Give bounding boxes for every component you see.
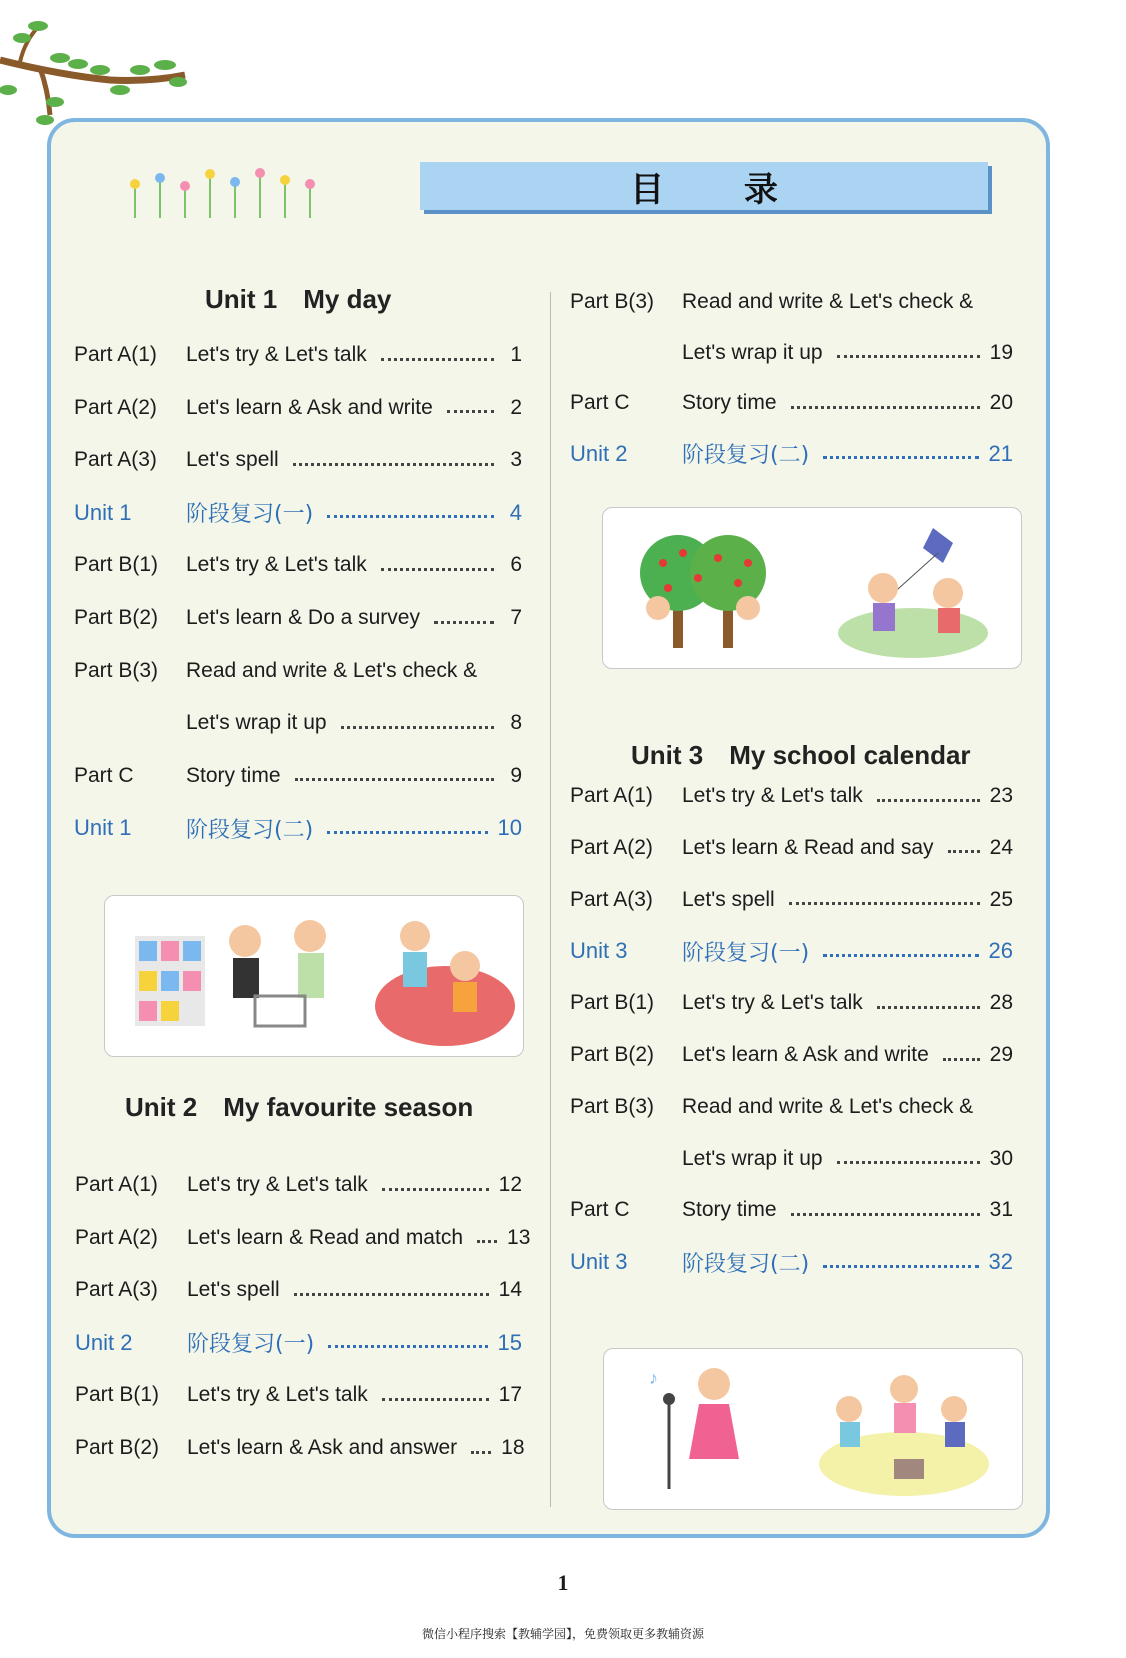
unit3-heading-title: My school calendar: [729, 740, 971, 770]
unit2-heading-title: My favourite season: [223, 1092, 474, 1122]
contents-title-bar: [420, 162, 988, 210]
toc-part-label: Part A(3): [75, 1278, 158, 1302]
toc-row: [570, 986, 1013, 1020]
toc-part-label: Part C: [570, 391, 630, 414]
toc-entry-title: 阶段复习(二): [682, 443, 810, 468]
toc-row: [570, 285, 1013, 319]
toc-page-number: 8: [510, 711, 522, 735]
unit2-heading-unit: Unit 2: [125, 1092, 198, 1122]
toc-row: [570, 1142, 1013, 1176]
toc-entry-title: 阶段复习(二): [682, 1251, 810, 1277]
toc-leader-dots: [789, 902, 980, 905]
toc-page-number: 13: [507, 1225, 531, 1249]
toc-leader-dots: [823, 1265, 978, 1268]
unit1-heading: [205, 284, 391, 315]
toc-page-number: 25: [989, 887, 1013, 911]
footer-note: 微信小程序搜索【教辅学园】，免费领取更多教辅资源: [421, 1627, 704, 1641]
illustration-singing-picnic: [603, 1348, 1023, 1510]
toc-row: [570, 1090, 1013, 1124]
toc-entry-title: Story time: [682, 1198, 777, 1222]
toc-entry-title: Read and write & Let's check &: [186, 658, 478, 682]
toc-row: [75, 1273, 522, 1307]
toc-row: [570, 1038, 1013, 1072]
toc-entry-title: Let's learn & Read and match: [187, 1225, 464, 1249]
toc-row: [75, 1378, 522, 1412]
toc-part-label: Unit 3: [570, 938, 628, 964]
toc-leader-dots: [328, 1345, 487, 1348]
toc-entry-title: Let's spell: [186, 448, 279, 472]
toc-review-row: [570, 437, 1013, 471]
toc-leader-dots: [877, 1006, 980, 1009]
toc-entry-title: Let's learn & Read and say: [682, 835, 934, 859]
toc-page-number: 20: [989, 391, 1013, 414]
illustration-apple-trees-kite: [602, 507, 1022, 669]
toc-part-label: Unit 2: [570, 440, 628, 466]
toc-part-label: Unit 1: [74, 499, 132, 525]
toc-row: [74, 338, 522, 372]
toc-leader-dots: [823, 954, 978, 957]
toc-entry-title: Let's wrap it up: [186, 711, 327, 735]
toc-row: [570, 336, 1013, 370]
contents-title: 目 录: [630, 169, 812, 210]
toc-entry-title: Let's try & Let's talk: [186, 343, 367, 366]
toc-part-label: Part A(2): [75, 1225, 158, 1249]
toc-part-label: Part A(3): [74, 448, 157, 472]
toc-part-label: Part C: [74, 763, 134, 787]
toc-entry-title: Let's try & Let's talk: [682, 784, 863, 807]
toc-page-number: 17: [498, 1383, 522, 1407]
toc-page-number: 3: [510, 448, 522, 472]
toc-review-row: [75, 1326, 522, 1360]
toc-part-label: Part C: [570, 1198, 630, 1222]
column-divider: [550, 292, 551, 1507]
toc-leader-dots: [877, 799, 980, 802]
toc-review-row: [74, 811, 522, 845]
toc-entry-title: Let's try & Let's talk: [187, 1383, 368, 1407]
toc-entry-title: 阶段复习(一): [186, 502, 314, 528]
toc-entry-title: Let's wrap it up: [682, 340, 823, 364]
toc-leader-dots: [382, 1398, 489, 1401]
toc-entry-title: Let's spell: [682, 887, 775, 911]
toc-row: [74, 391, 522, 425]
toc-part-label: Part B(3): [74, 658, 159, 682]
toc-leader-dots: [823, 456, 978, 459]
toc-page-number: 28: [989, 991, 1013, 1015]
toc-page-number: 21: [988, 440, 1013, 466]
toc-page-number: 26: [988, 938, 1013, 964]
toc-row: [570, 779, 1013, 813]
toc-review-row: [74, 496, 522, 530]
toc-row: [74, 759, 522, 793]
toc-row: [570, 386, 1013, 420]
toc-leader-dots: [948, 850, 980, 853]
toc-page-number: 29: [989, 1043, 1013, 1066]
toc-leader-dots: [293, 463, 494, 466]
toc-leader-dots: [943, 1058, 980, 1061]
toc-row: [74, 443, 522, 477]
tree-branch-decoration: [0, 20, 190, 130]
toc-part-label: Part B(3): [570, 290, 655, 313]
toc-entry-title: Let's spell: [187, 1278, 280, 1302]
toc-page-number: 4: [509, 499, 522, 525]
toc-page-number: 7: [510, 606, 522, 629]
toc-entry-title: Let's try & Let's talk: [187, 1173, 368, 1196]
toc-leader-dots: [341, 726, 494, 729]
unit1-heading-unit: Unit 1: [205, 284, 278, 314]
toc-leader-dots: [837, 1161, 980, 1164]
toc-review-row: [570, 934, 1013, 968]
toc-row: [74, 654, 522, 688]
flowers-decoration: [125, 168, 330, 223]
toc-part-label: Unit 3: [570, 1249, 628, 1275]
toc-leader-dots: [327, 515, 494, 518]
toc-part-label: Part B(1): [75, 1383, 160, 1407]
toc-entry-title: 阶段复习(一): [682, 940, 810, 966]
toc-entry-title: Let's learn & Ask and write: [682, 1043, 929, 1066]
toc-leader-dots: [791, 1213, 980, 1216]
toc-page-number: 12: [498, 1173, 522, 1196]
toc-part-label: Part A(1): [570, 784, 653, 807]
toc-leader-dots: [382, 1188, 489, 1191]
toc-leader-dots: [294, 1293, 489, 1296]
toc-entry-title: 阶段复习(二): [186, 817, 314, 843]
toc-leader-dots: [837, 355, 980, 358]
toc-page-number: 24: [989, 835, 1013, 859]
toc-part-label: Part B(1): [570, 991, 655, 1015]
toc-part-label: Part B(2): [74, 606, 159, 629]
toc-row: [75, 1431, 525, 1465]
toc-part-label: Part B(3): [570, 1094, 655, 1118]
toc-page-number: 31: [989, 1198, 1013, 1222]
toc-review-row: [570, 1245, 1013, 1279]
toc-page-number: 19: [989, 340, 1013, 364]
toc-entry-title: Let's try & Let's talk: [682, 991, 863, 1015]
toc-part-label: Part A(1): [74, 343, 157, 366]
unit1-heading-title: My day: [303, 284, 392, 314]
toc-leader-dots: [477, 1240, 497, 1243]
toc-part-label: Part A(2): [570, 835, 653, 859]
toc-entry-title: Let's learn & Ask and answer: [187, 1436, 458, 1459]
toc-entry-title: Let's try & Let's talk: [186, 553, 367, 577]
unit3-heading: [631, 740, 971, 771]
toc-leader-dots: [471, 1451, 491, 1454]
toc-entry-title: Let's learn & Do a survey: [186, 606, 420, 629]
toc-leader-dots: [791, 406, 980, 409]
toc-page-number: 30: [989, 1146, 1013, 1170]
toc-entry-title: 阶段复习(一): [187, 1332, 315, 1358]
toc-entry-title: Read and write & Let's check &: [682, 290, 974, 313]
toc-page-number: 23: [989, 784, 1013, 807]
toc-page-number: 10: [497, 815, 522, 841]
toc-row: [570, 883, 1013, 917]
toc-leader-dots: [381, 568, 494, 571]
illustration-shopping-running: [104, 895, 524, 1057]
toc-leader-dots: [381, 358, 494, 361]
toc-page-number: 32: [988, 1249, 1013, 1275]
toc-part-label: Part A(3): [570, 887, 653, 911]
toc-page-number: 15: [497, 1329, 522, 1355]
toc-page-number: 1: [510, 343, 522, 366]
toc-entry-title: Let's wrap it up: [682, 1146, 823, 1170]
toc-page-number: 9: [510, 763, 522, 787]
toc-page-number: 18: [501, 1436, 525, 1459]
toc-entry-title: Let's learn & Ask and write: [186, 395, 433, 419]
toc-row: [74, 548, 522, 582]
toc-page-number: 2: [510, 395, 522, 419]
toc-part-label: Part B(1): [74, 553, 159, 577]
toc-part-label: Part B(2): [570, 1043, 655, 1066]
toc-page-number: 14: [498, 1278, 522, 1302]
toc-row: [75, 1168, 522, 1202]
toc-leader-dots: [447, 410, 494, 413]
toc-row: [75, 1221, 531, 1255]
toc-entry-title: Story time: [186, 763, 281, 787]
toc-entry-title: Read and write & Let's check &: [682, 1094, 974, 1118]
toc-leader-dots: [327, 831, 487, 834]
unit2-heading: [125, 1092, 473, 1123]
unit3-heading-unit: Unit 3: [631, 740, 704, 770]
toc-row: [74, 601, 522, 635]
toc-leader-dots: [434, 621, 494, 624]
toc-leader-dots: [295, 778, 494, 781]
toc-part-label: Part A(2): [74, 395, 157, 419]
svg-text:♪: ♪: [649, 1368, 658, 1388]
toc-page-number: 6: [510, 553, 522, 577]
toc-part-label: Part A(1): [75, 1173, 158, 1196]
toc-row: [74, 706, 522, 740]
toc-row: [570, 831, 1013, 865]
toc-part-label: Unit 1: [74, 815, 132, 841]
toc-part-label: Part B(2): [75, 1436, 160, 1459]
toc-row: [570, 1193, 1013, 1227]
toc-entry-title: Story time: [682, 391, 777, 414]
page-number: 1: [557, 1570, 569, 1595]
toc-part-label: Unit 2: [75, 1329, 133, 1355]
